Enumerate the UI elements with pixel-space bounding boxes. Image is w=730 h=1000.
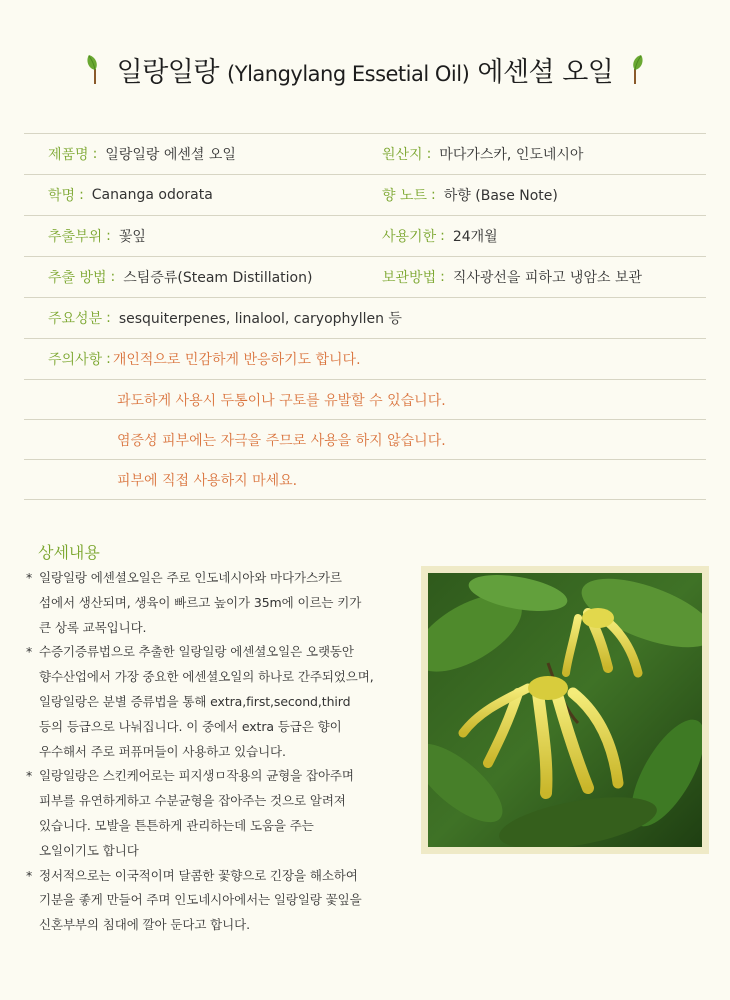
detail-paragraph: [26, 764, 426, 863]
bullet-star: *: [26, 644, 33, 660]
spec-value-origin: 마다가스카, 인도네시아: [439, 147, 584, 163]
title-korean-suffix: 에센셜 오일: [477, 56, 614, 88]
spec-label-extraction-method: 추출 방법: [48, 270, 107, 286]
spec-value-shelf-life: 24개월: [452, 229, 498, 245]
detail-line: 섬에서 생산되며, 생육이 빠르고 높이가 35m에 이르는 키가: [39, 594, 362, 610]
detail-paragraph: [26, 640, 426, 764]
detail-paragraph: [26, 566, 426, 640]
spec-row: 추출부위 : 꽃잎 사용기한 : 24개월: [24, 216, 706, 257]
detail-list: [26, 566, 426, 938]
page-header: [0, 44, 730, 94]
detail-line: 신혼부부의 침대에 깔아 둔다고 합니다.: [39, 917, 250, 933]
detail-line: 정서적으로는 이국적이며 달콤한 꽃향으로 긴장을 해소하여: [39, 867, 358, 883]
spec-row: 제품명 : 일랑일랑 에센셜 오일 원산지 : 마다가스카, 인도네시아: [24, 134, 706, 175]
spec-row: 학명 : Cananga odorata 향 노트 : 하향 (Base Note): [24, 175, 706, 216]
bullet-star: *: [26, 768, 33, 784]
detail-line: 일랑일랑은 스킨케어로는 피지생ㅁ작용의 균형을 잡아주며: [39, 768, 354, 784]
detail-line: 일랑일랑은 분별 증류법을 통해 extra,first,second,third: [39, 693, 351, 709]
caution-row: [24, 380, 706, 420]
title-korean-name: 일랑일랑: [116, 56, 219, 88]
spec-label-storage: 보관방법: [382, 270, 437, 286]
spec-value-scientific-name: Cananga odorata: [91, 187, 213, 203]
leaf-sprout-icon: [85, 53, 105, 85]
caution-item: 염증성 피부에는 자극을 주므로 사용을 하지 않습니다.: [117, 432, 446, 449]
caution-item: 피부에 직접 사용하지 마세요.: [117, 472, 298, 489]
spec-row-components: 주요성분 : sesquiterpenes, linalool, caryophyllen 등: [24, 298, 706, 339]
detail-line: 피부를 유연하게하고 수분균형을 잡아주는 것으로 알려져: [39, 793, 346, 809]
detail-line: 향수산업에서 가장 중요한 에센셜오일의 하나로 간주되었으며,: [39, 669, 374, 685]
spec-row: 추출 방법 : 스팀증류(Steam Distillation) 보관방법 : 직사광선을 피하고 냉암소 보관: [24, 257, 706, 298]
page-title: [117, 50, 614, 89]
caution-row: [24, 460, 706, 500]
bullet-star: *: [26, 867, 33, 883]
detail-paragraph: [26, 864, 426, 938]
ylangylang-flower-photo: [428, 573, 702, 847]
detail-line: 큰 상록 교목입니다.: [39, 619, 147, 635]
spec-value-extraction-part: 꽃잎: [118, 229, 146, 245]
title-latin-name: (Ylangylang Essetial Oil): [227, 61, 470, 86]
detail-line: 있습니다. 모발을 튼튼하게 관리하는데 도움을 주는: [39, 817, 314, 833]
detail-line: 기분을 좋게 만들어 주며 인도네시아에서는 일랑일랑 꽃잎을: [39, 892, 362, 908]
spec-value-storage: 직사광선을 피하고 냉암소 보관: [452, 270, 642, 286]
detail-line: 수증기증류법으로 추출한 일랑일랑 에센셜오일은 오랫동안: [39, 644, 354, 660]
caution-row: 주의사항 : 개인적으로 민감하게 반응하기도 합니다.: [24, 339, 706, 380]
spec-label-scientific-name: 학명: [48, 188, 76, 204]
detail-line: 오일이기도 합니다: [39, 842, 139, 858]
caution-row: [24, 420, 706, 460]
spec-label-extraction-part: 추출부위: [48, 229, 103, 245]
spec-value-product: 일랑일랑 에센셜 오일: [105, 147, 236, 163]
spec-label-origin: 원산지: [382, 147, 423, 163]
spec-value-note: 하향 (Base Note): [443, 188, 558, 204]
detail-heading: 상세내용: [38, 543, 100, 562]
caution-item: 개인적으로 민감하게 반응하기도 합니다.: [112, 352, 361, 368]
spec-label-components: 주요성분: [48, 311, 103, 327]
spec-label-product: 제품명: [48, 147, 89, 163]
spec-label-note: 향 노트: [382, 188, 428, 204]
spec-value-components: sesquiterpenes, linalool, caryophyllen 등: [118, 311, 402, 327]
leaf-sprout-icon: [625, 53, 645, 85]
bullet-star: *: [26, 570, 33, 585]
caution-label: 주의사항: [48, 352, 103, 368]
spec-table: [24, 133, 706, 500]
detail-line: 우수해서 주로 퍼퓨머들이 사용하고 있습니다.: [39, 743, 286, 759]
spec-label-shelf-life: 사용기한: [382, 229, 437, 245]
caution-item: 과도하게 사용시 두통이나 구토를 유발할 수 있습니다.: [117, 392, 446, 409]
product-photo-frame: [421, 566, 709, 854]
detail-line: 등의 등급으로 나눠집니다. 이 중에서 extra 등급은 향이: [39, 718, 342, 734]
detail-line: 일랑일랑 에센셜오일은 주로 인도네시아와 마다가스카르: [39, 570, 342, 585]
spec-value-extraction-method: 스팀증류(Steam Distillation): [123, 270, 313, 286]
